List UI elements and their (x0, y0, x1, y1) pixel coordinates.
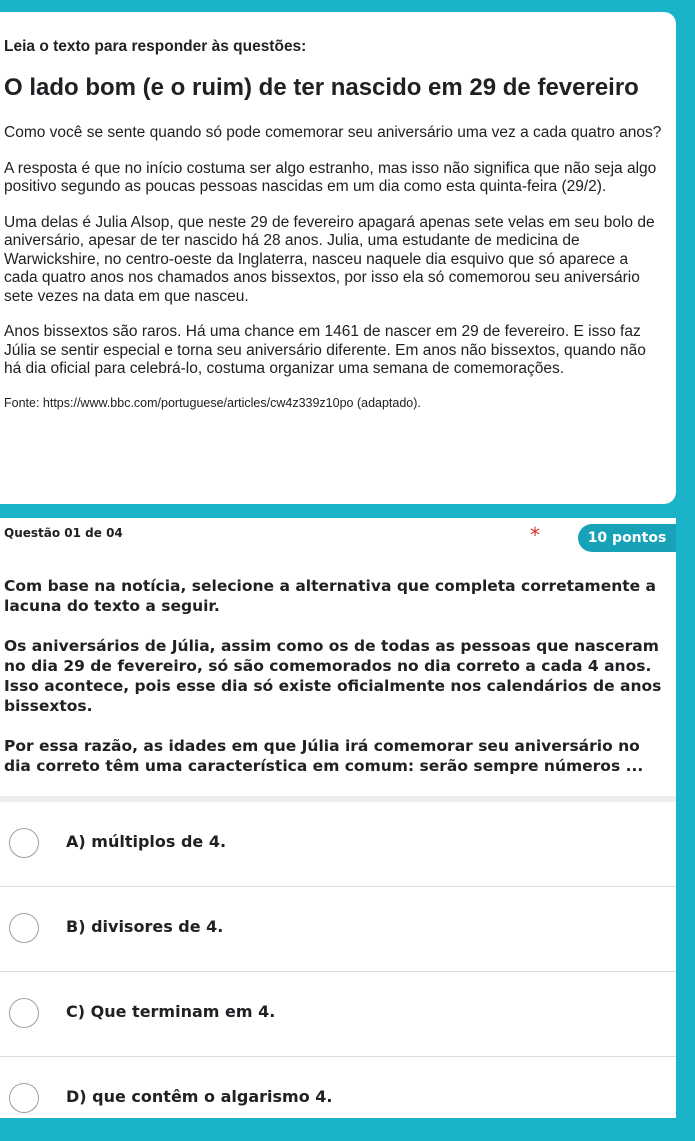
article-paragraph-1: Como você se sente quando só pode comemorar seu aniversário uma vez a cada quatro anos? (4, 124, 662, 141)
radio-button-icon[interactable] (9, 913, 39, 943)
option-label[interactable]: A) múltiplos de 4. (66, 832, 227, 851)
question-number: Questão 01 de 04 (4, 526, 123, 540)
radio-button-icon[interactable] (9, 828, 39, 858)
required-asterisk: * (530, 523, 540, 547)
option-label[interactable]: C) Que terminam em 4. (66, 1002, 276, 1021)
question-statement: Por essa razão, as idades em que Júlia irá comemorar seu aniversário no dia correto têm uma característica em comum: serão sempre números ... (4, 737, 644, 775)
option-d[interactable] (0, 1057, 676, 1141)
option-label[interactable]: B) divisores de 4. (66, 917, 224, 936)
option-b[interactable] (0, 887, 676, 972)
option-label[interactable]: D) que contêm o algarismo 4. (66, 1087, 333, 1106)
instruction-text: Leia o texto para responder às questões: (4, 38, 307, 55)
points-badge: 10 pontos (578, 524, 676, 552)
radio-button-icon[interactable] (9, 1083, 39, 1113)
question-prompt: Com base na notícia, selecione a alternativa que completa corretamente a lacuna do texto a seguir. (4, 577, 657, 615)
question-header (0, 518, 676, 560)
article-paragraph-3: Uma delas é Julia Alsop, que neste 29 de fevereiro apagará apenas sete velas em seu bolo de aniversário, apesar de ter nascido há 28 anos. Julia, uma estudante de medicina de Warwickshire, no centro-oeste da Inglaterra, nasceu naquele dia esquivo que só aparece a cada quatro anos nos chamados anos bissextos, por isso ela só comemorou seu aniversário sete vezes na data em que nasceu. (4, 213, 655, 305)
question-body (0, 560, 676, 776)
article-paragraph-2: A resposta é que no início costuma ser algo estranho, mas isso não significa que não seja algo positivo segundo as poucas pessoas nascidas em um dia como esta quinta-feira (29/2). (4, 159, 657, 195)
source-citation: Fonte: https://www.bbc.com/portuguese/articles/cw4z339z10po (adaptado). (4, 395, 421, 410)
option-a[interactable] (0, 802, 676, 887)
question-card (0, 518, 676, 1118)
question-context: Os aniversários de Júlia, assim como os de todas as pessoas que nasceram no dia 29 de fevereiro, só são comemorados no dia correto a cada 4 anos. Isso acontece, pois esse dia só existe oficialmente nos calendários de anos bissextos. (4, 637, 662, 715)
article-paragraph-4: Anos bissextos são raros. Há uma chance em 1461 de nascer em 29 de fevereiro. E isso faz Júlia se sentir especial e torna seu aniversário diferente. Em anos não bissextos, quando não há dia oficial para celebrá-lo, costuma organizar uma semana de comemorações. (4, 323, 646, 377)
reading-text-card (0, 12, 676, 504)
radio-button-icon[interactable] (9, 998, 39, 1028)
article-title: O lado bom (e o ruim) de ter nascido em 29 de fevereiro (4, 74, 639, 101)
option-c[interactable] (0, 972, 676, 1057)
